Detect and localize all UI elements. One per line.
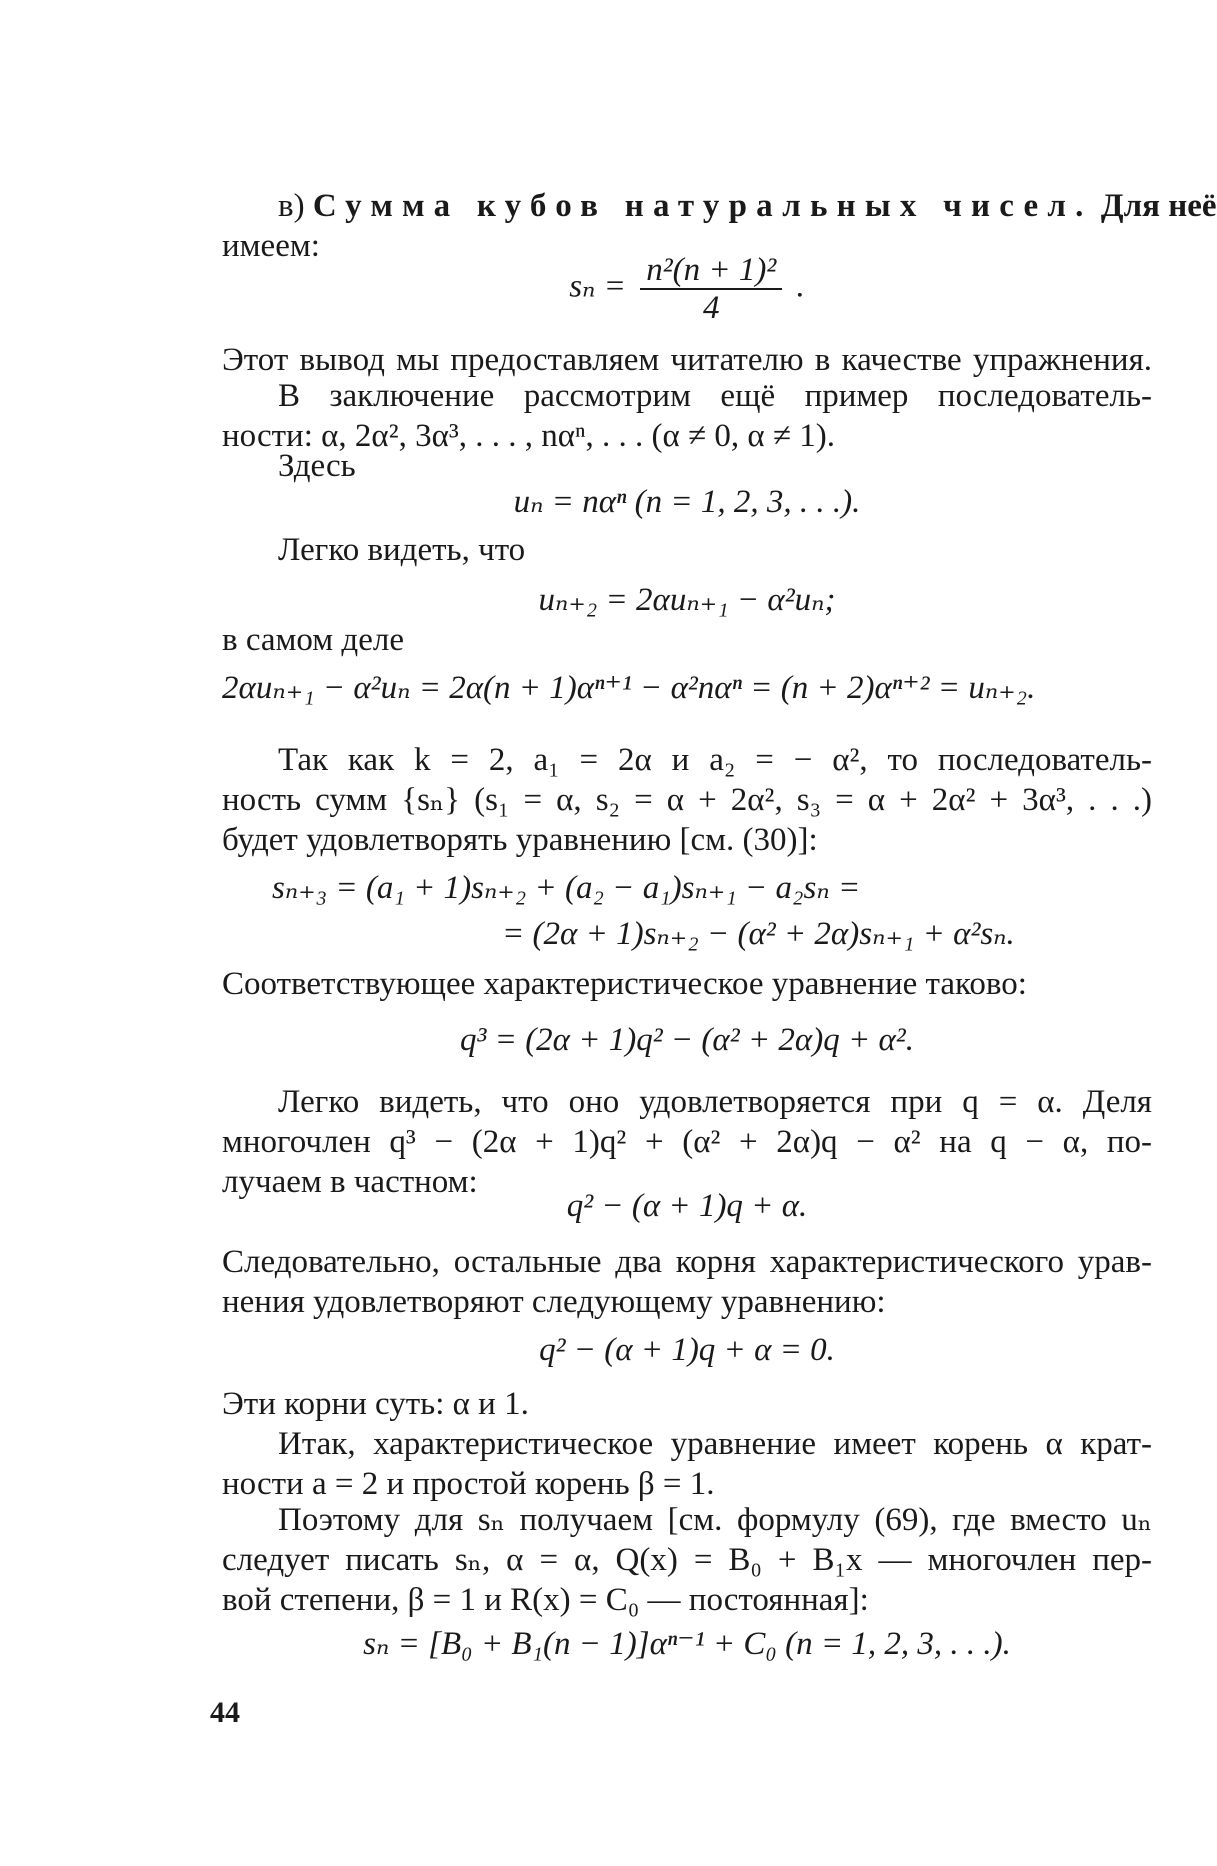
indeed-paragraph <box>222 620 1152 660</box>
equation-cubes-lhs: sₙ = <box>569 268 635 305</box>
multiplicity-line-1: Итак, характеристическое уравнение имеет корень α крат- <box>278 1426 1152 1462</box>
division-line-2: многочлен q³ − (2α + 1)q² + (α² + 2α)q − α² на q − α, по- <box>222 1124 1152 1160</box>
remaining-line-1: Следовательно, остальные два корня характеристического урав- <box>222 1244 1152 1280</box>
since-line-3: будет удовлетворять уравнению [см. (30)]: <box>222 822 818 858</box>
remaining-roots-paragraph <box>222 1242 1152 1322</box>
therefore-line-2: следует писать sₙ, α = α, Q(x) = B₀ + B₁x — многочлен пер- <box>222 1542 1152 1578</box>
conclusion-line-2: ности: α, 2α², 3α³, . . . , nαⁿ, . . . (α ≠ 0, α ≠ 1). <box>222 418 835 454</box>
section-marker: в) <box>278 188 305 224</box>
division-line-1: Легко видеть, что оно удовлетворяется при q = α. Деля <box>278 1084 1152 1120</box>
conclusion-line-1: В заключение рассмотрим ещё пример последователь- <box>278 378 1152 414</box>
section-title: Сумма кубов натуральных чисел. <box>312 188 1093 224</box>
section-c-line-1 <box>222 186 1217 226</box>
division-paragraph <box>222 1082 1152 1202</box>
exercise-line: Этот вывод мы предоставляем читателю в качестве упражнения. <box>222 342 1152 378</box>
equation-sum-line-2: = (2α + 1)sₙ₊₂ − (α² + 2α)sₙ₊₁ + α²sₙ. <box>502 916 1015 952</box>
equation-cubes-fraction <box>640 252 782 326</box>
since-line-1: Так как k = 2, a₁ = 2α и a₂ = − α², то последователь- <box>278 742 1152 778</box>
therefore-paragraph <box>222 1500 1152 1620</box>
equation-sum-line-1: sₙ₊₃ = (a₁ + 1)sₙ₊₂ + (a₂ − a₁)sₙ₊₁ − a₂sₙ = <box>272 870 861 906</box>
exercise-paragraph <box>222 340 1152 380</box>
equation-quotient: q² − (α + 1)q + α. <box>566 1188 808 1224</box>
multiplicity-line-2: ности a = 2 и простой корень β = 1. <box>222 1466 715 1502</box>
since-line-2: ность сумм {sₙ} (s₁ = α, s₂ = α + 2α², s₃ = α + 2α² + 3α³, . . .) <box>222 782 1152 818</box>
page-number: 44 <box>210 1696 240 1729</box>
equation-check: 2αuₙ₊₁ − α²uₙ = 2α(n + 1)αⁿ⁺¹ − α²nαⁿ = (n + 2)αⁿ⁺² = uₙ₊₂. <box>222 670 1036 706</box>
equation-cubes-end: . <box>788 268 805 305</box>
char-eq-intro-paragraph <box>222 964 1152 1004</box>
roots-paragraph <box>222 1384 1152 1424</box>
therefore-line-1: Поэтому для sₙ получаем [см. формулу (69), где вместо uₙ <box>278 1502 1152 1538</box>
char-eq-intro-line: Соответствующее характеристическое уравнение таково: <box>222 966 1027 1002</box>
equation-un: uₙ = nαⁿ (n = 1, 2, 3, . . .). <box>513 484 861 520</box>
equation-cubes-sum <box>222 252 1152 326</box>
division-line-3: лучаем в частном: <box>222 1164 478 1200</box>
indeed-line: в самом деле <box>222 622 404 658</box>
section-title-tail: Для неё <box>1100 188 1217 224</box>
equation-quadratic: q² − (α + 1)q + α = 0. <box>539 1332 835 1368</box>
here-paragraph <box>222 446 1152 486</box>
remaining-line-2: нения удовлетворяют следующему уравнению: <box>222 1284 886 1320</box>
section-c-line-2: имеем: <box>222 228 320 264</box>
therefore-line-3: вой степени, β = 1 и R(x) = C₀ — постоянная]: <box>222 1582 869 1618</box>
equation-recurrence: uₙ₊₂ = 2αuₙ₊₁ − α²uₙ; <box>538 582 836 618</box>
fraction-numerator: n²(n + 1)² <box>640 252 782 290</box>
fraction-denominator: 4 <box>702 290 720 326</box>
equation-final: sₙ = [B₀ + B₁(n − 1)]αⁿ⁻¹ + C₀ (n = 1, 2, 3, . . .). <box>363 1626 1011 1662</box>
easy-see-paragraph <box>222 530 1152 570</box>
here-line: Здесь <box>278 448 356 484</box>
multiplicity-paragraph <box>222 1424 1152 1504</box>
equation-characteristic: q³ = (2α + 1)q² − (α² + 2α)q + α². <box>460 1022 914 1058</box>
easy-see-line: Легко видеть, что <box>278 532 526 568</box>
roots-line: Эти корни суть: α и 1. <box>222 1386 529 1422</box>
since-paragraph <box>222 740 1152 860</box>
conclusion-paragraph <box>222 376 1152 456</box>
